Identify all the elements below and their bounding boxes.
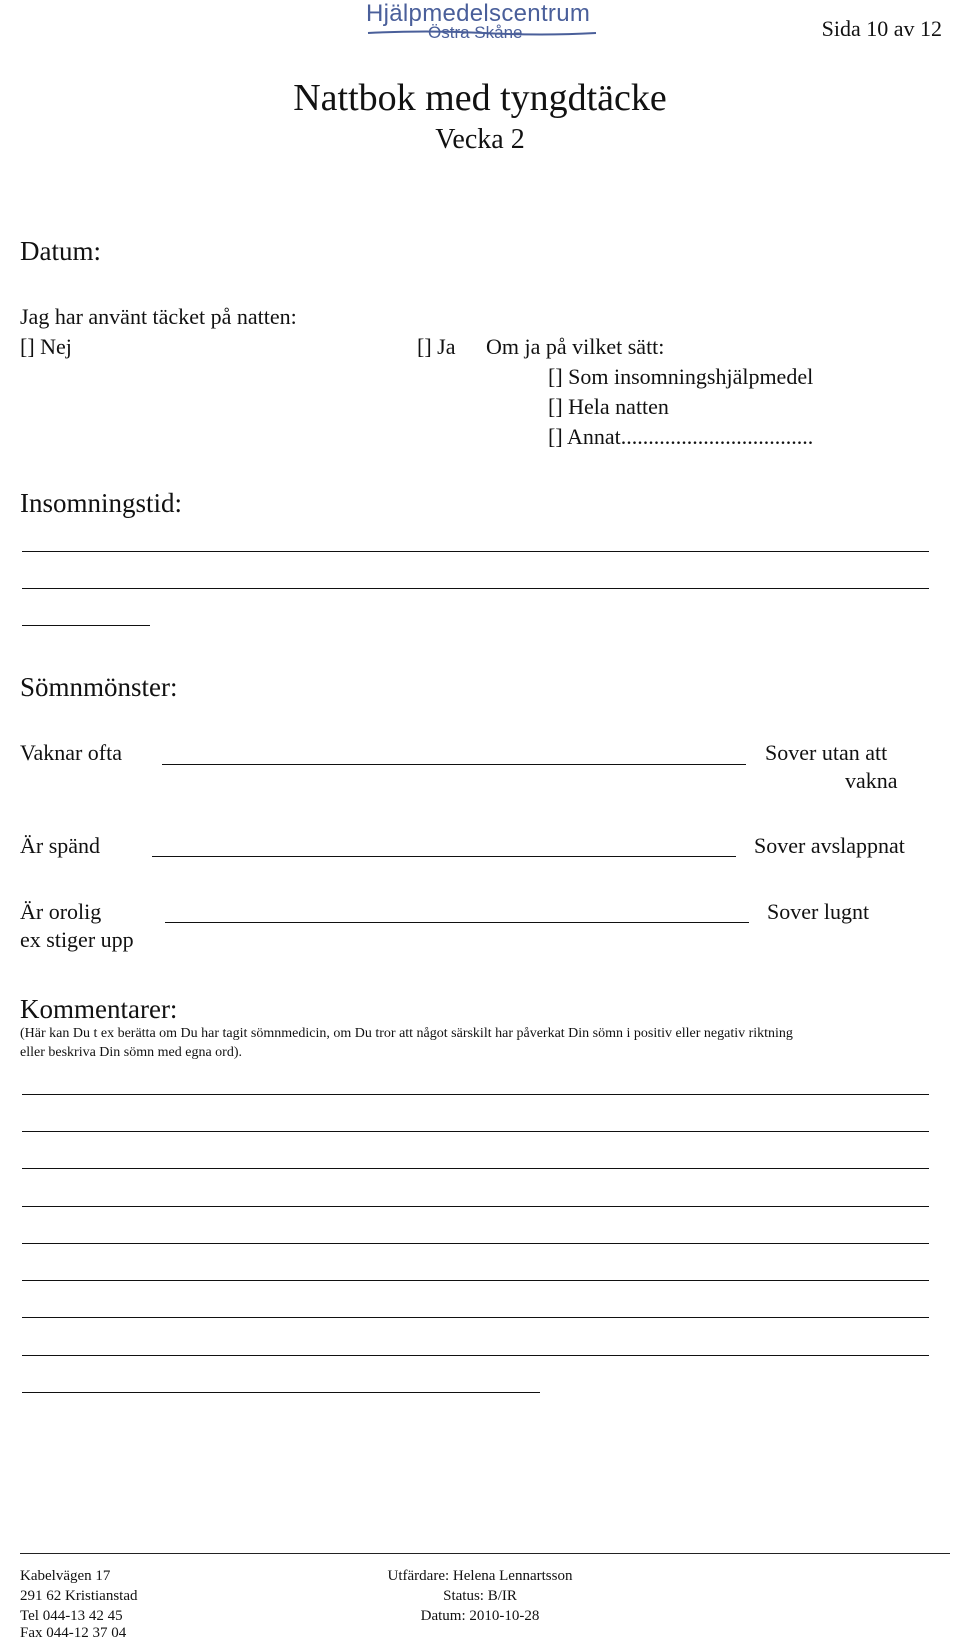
- comments-instruction: (Här kan Du t ex berätta om Du har tagit sömnmedicin, om Du tror att något särskilt har påverkat Din sömn i positiv eller negativ riktning: [20, 1026, 793, 1041]
- comment-write-line[interactable]: [22, 1168, 929, 1169]
- datum-label: Datum:: [20, 236, 101, 266]
- logo: [366, 0, 598, 44]
- footer-phone: Tel 044-13 42 45: [20, 1608, 123, 1624]
- insomning-write-line[interactable]: [22, 588, 929, 589]
- footer-status: Status: B/IR: [443, 1588, 517, 1604]
- option-ja[interactable]: [] Ja: [417, 334, 456, 359]
- comment-write-line[interactable]: [22, 1094, 929, 1095]
- logo-name: Hjälpmedelscentrum: [366, 0, 591, 27]
- pattern-right-label-cont: vakna: [845, 768, 898, 793]
- kommentarer-label: Kommentarer:: [20, 994, 178, 1024]
- option-nej[interactable]: [] Nej: [20, 334, 72, 359]
- footer-date: Datum: 2010-10-28: [420, 1608, 540, 1624]
- footer-fax: Fax 044-12 37 04: [20, 1625, 127, 1641]
- somnmonster-label: Sömnmönster:: [20, 672, 178, 702]
- page-number: Sida 10 av 12: [821, 16, 942, 41]
- pattern-scale-line[interactable]: [165, 922, 749, 923]
- pattern-scale-line[interactable]: [152, 856, 736, 857]
- comment-write-line[interactable]: [22, 1206, 929, 1207]
- comments-instruction-cont: eller beskriva Din sömn med egna ord).: [20, 1045, 242, 1060]
- comment-write-line[interactable]: [22, 1392, 540, 1393]
- footer-issuer: Utfärdare: Helena Lennartsson: [387, 1568, 573, 1584]
- usage-question: Jag har använt täcket på natten:: [20, 304, 297, 329]
- pattern-right-label: Sover avslappnat: [754, 833, 905, 858]
- how-question: Om ja på vilket sätt:: [486, 334, 665, 359]
- comment-write-line[interactable]: [22, 1355, 929, 1356]
- insomning-write-line[interactable]: [22, 551, 929, 552]
- comment-write-line[interactable]: [22, 1280, 929, 1281]
- pattern-left-label-cont: ex stiger upp: [20, 927, 134, 952]
- pattern-left-label: Är spänd: [20, 833, 101, 858]
- pattern-right-label: Sover utan att: [765, 740, 888, 765]
- footer-divider: [20, 1553, 950, 1554]
- footer-address: Kabelvägen 17: [20, 1568, 111, 1584]
- pattern-scale-line[interactable]: [162, 764, 746, 765]
- insomning-write-line[interactable]: [22, 625, 150, 626]
- comment-write-line[interactable]: [22, 1317, 929, 1318]
- option-annat[interactable]: [] Annat...................................: [548, 424, 814, 449]
- comment-write-line[interactable]: [22, 1243, 929, 1244]
- pattern-right-label: Sover lugnt: [767, 899, 870, 924]
- pattern-left-label: Vaknar ofta: [20, 740, 123, 765]
- page-title: Nattbok med tyngdtäcke: [293, 77, 667, 119]
- page-subtitle: Vecka 2: [435, 124, 525, 155]
- logo-region: Östra Skåne: [428, 23, 523, 42]
- pattern-left-label: Är orolig: [20, 899, 102, 924]
- footer-postal: 291 62 Kristianstad: [20, 1588, 138, 1604]
- option-hela-natten[interactable]: [] Hela natten: [548, 394, 669, 419]
- insomningstid-label: Insomningstid:: [20, 488, 183, 518]
- comment-write-line[interactable]: [22, 1131, 929, 1132]
- option-insomningshjalpmedel[interactable]: [] Som insomningshjälpmedel: [548, 364, 814, 389]
